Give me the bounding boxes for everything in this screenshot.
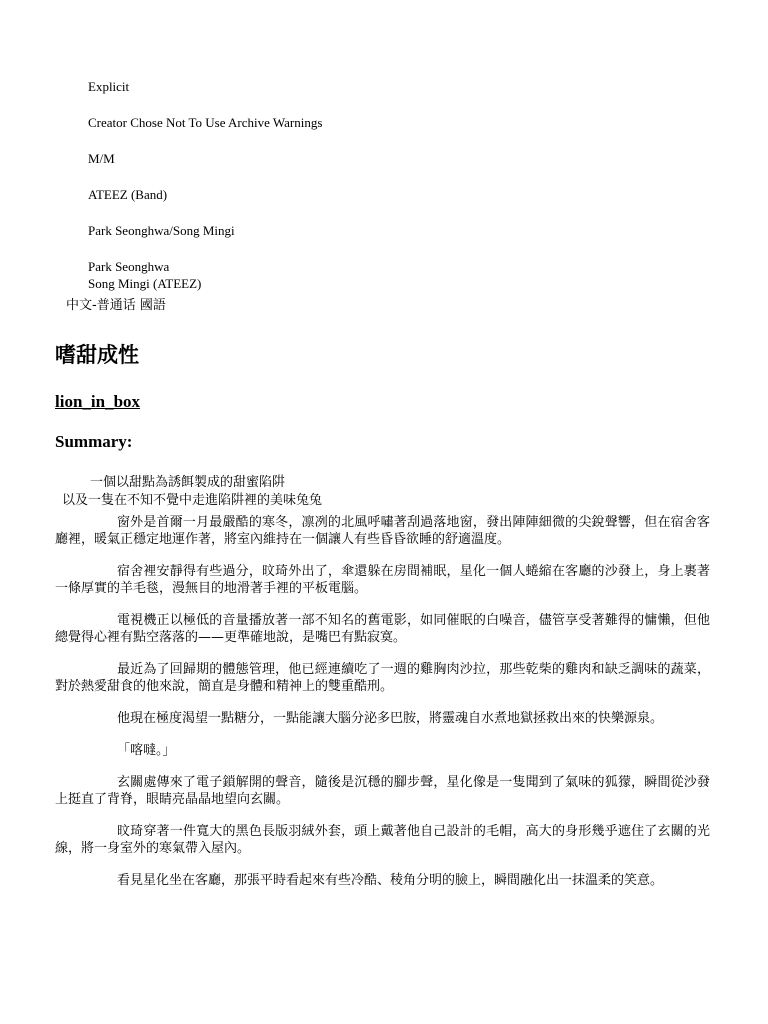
character-tag[interactable]: Park Seonghwa — [88, 259, 170, 274]
body-paragraph: 窗外是首爾一月最嚴酷的寒冬，凛冽的北風呼嘯著刮過落地窗，發出陣陣細微的尖銳聲響，但在宿舍客廳裡，暖氣正穩定地運作著，將室內維持在一個讓人有些昏昏欲睡的舒適溫度。 — [55, 515, 710, 547]
category-tag[interactable]: M/M — [88, 151, 115, 166]
work-title: 嗜甜成性 — [55, 343, 139, 367]
body-paragraph: 電視機正以極低的音量播放著一部不知名的舊電影，如同催眠的白噪音，儘管享受著難得的慵懶，但他總覺得心裡有點空落落的——更準確地說，是嘴巴有點寂寞。 — [55, 613, 710, 645]
chapter-body — [55, 514, 710, 904]
body-paragraph: 玄關處傳來了電子鎖解開的聲音，隨後是沉穩的腳步聲，星化像是一隻聞到了氣味的狐獴，瞬間從沙發上挺直了背脊，眼睛亮晶晶地望向玄關。 — [55, 775, 710, 807]
summary-line: 以及一隻在不知不覺中走進陷阱裡的美味兔兔 — [62, 493, 323, 508]
body-paragraph: 他現在極度渴望一點糖分，一點能讓大腦分泌多巴胺，將靈魂自水煮地獄拯救出來的快樂源泉。 — [117, 711, 664, 726]
body-paragraph: 旼琦穿著一件寬大的黑色長版羽絨外套，頭上戴著他自己設計的毛帽，高大的身形幾乎遮住了玄關的光線，將一身室外的寒氣帶入屋內。 — [55, 824, 710, 856]
summary-line: 一個以甜點為誘餌製成的甜蜜陷阱 — [90, 475, 286, 490]
relationship-tag[interactable]: Park Seonghwa/Song Mingi — [88, 223, 235, 238]
summary-text — [62, 474, 322, 510]
body-paragraph: 最近為了回歸期的體態管理，他已經連續吃了一週的雞胸肉沙拉，那些乾柴的雞肉和缺乏調味的蔬菜，對於熱愛甜食的他來說，簡直是身體和精神上的雙重酷刑。 — [55, 662, 710, 694]
author-link[interactable]: lion_in_box — [55, 392, 141, 411]
fandom-tag[interactable]: ATEEZ (Band) — [88, 187, 168, 202]
summary-heading: Summary: — [55, 432, 133, 451]
body-paragraph: 看見星化坐在客廳，那張平時看起來有些冷酷、稜角分明的臉上，瞬間融化出一抹溫柔的笑意。 — [117, 873, 664, 888]
body-paragraph: 「喀噠。」 — [117, 743, 176, 758]
body-paragraph: 宿舍裡安靜得有些過分，旼琦外出了，傘還躲在房間補眠，星化一個人蜷縮在客廳的沙發上，身上裹著一條厚實的羊毛毯，漫無目的地滑著手裡的平板電腦。 — [55, 564, 710, 596]
warning-tag[interactable]: Creator Chose Not To Use Archive Warnings — [88, 115, 323, 130]
language-label: 中文-普通话 國語 — [66, 298, 166, 313]
work-tags — [88, 78, 322, 292]
rating-tag[interactable]: Explicit — [88, 79, 130, 94]
character-tag[interactable]: Song Mingi (ATEEZ) — [88, 276, 202, 291]
